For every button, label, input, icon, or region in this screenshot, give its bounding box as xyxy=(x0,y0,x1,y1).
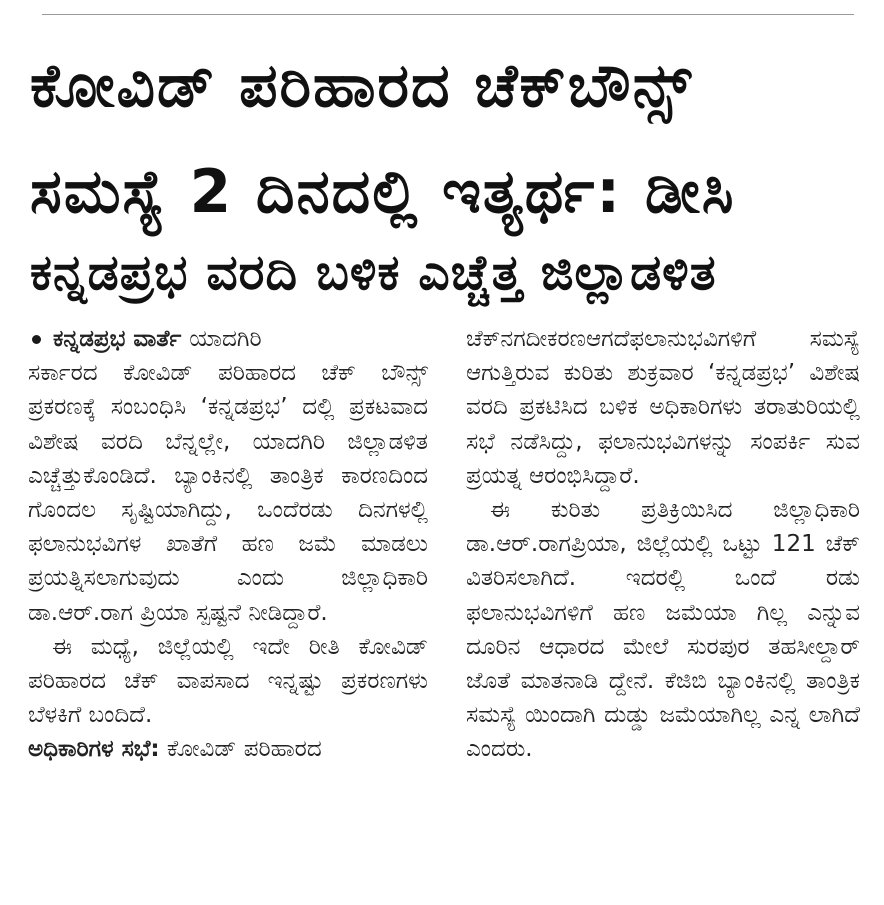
byline-source: ಕನ್ನಡಪ್ರಭ ವಾರ್ತೆ xyxy=(53,326,182,352)
headline-line-2: ಸಮಸ್ಯೆ 2 ದಿನದಲ್ಲಿ ಇತ್ಯರ್ಥ: ಡೀಸಿ xyxy=(30,157,736,227)
left-paragraph-3 xyxy=(28,732,428,766)
bullet-icon xyxy=(32,335,41,344)
byline xyxy=(28,322,428,356)
left-paragraph-1: ಸರ್ಕಾರದ ಕೋವಿಡ್ ಪರಿಹಾರದ ಚೆಕ್ ಬೌನ್ಸ್ ಪ್ರಕರಣಕ್ಕೆ ಸಂಬಂಧಿಸಿ ‘ಕನ್ನಡಪ್ರಭ’ ದಲ್ಲಿ ಪ್ರಕಟವಾದ ವಿಶೇಷ ವರದಿ ಬೆನ್ನಲ್ಲೇ, ಯಾದಗಿರಿ ಜಿಲ್ಲಾಡಳಿತ ಎಚ್ಚೆತ್ತುಕೊಂಡಿದೆ. ಬ್ಯಾಂಕಿನಲ್ಲಿ ತಾಂತ್ರಿಕ ಕಾರಣದಿಂದ ಗೊಂದಲ ಸೃಷ್ಟಿಯಾಗಿದ್ದು, ಒಂದೆರಡು ದಿನಗಳಲ್ಲಿ ಫಲಾನುಭವಿಗಳ ಖಾತೆಗೆ ಹಣ ಜಮೆ ಮಾಡಲು ಪ್ರಯತ್ನಿಸಲಾಗುವುದು ಎಂದು ಜಿಲ್ಲಾಧಿಕಾರಿ ಡಾ.ಆರ್.ರಾಗ ಪ್ರಿಯಾ ಸ್ಪಷ್ಟನೆ ನೀಡಿದ್ದಾರೆ. xyxy=(28,360,428,626)
right-paragraph-2: ಈ ಕುರಿತು ಪ್ರತಿಕ್ರಿಯಿಸಿದ ಜಿಲ್ಲಾಧಿಕಾರಿ ಡಾ.ಆರ್.ರಾಗಪ್ರಿಯಾ, ಜಿಲ್ಲೆಯಲ್ಲಿ ಒಟ್ಟು 121 ಚೆಕ್ ವಿತರಿಸಲಾಗಿದೆ. ಇದರಲ್ಲಿ ಒಂದೆ ರಡು ಫಲಾನುಭವಿಗಳಿಗೆ ಹಣ ಜಮೆಯಾ ಗಿಲ್ಲ ಎನ್ನುವ ದೂರಿನ ಆಧಾರದ ಮೇಲೆ ಸುರಪುರ ತಹಸೀಲ್ದಾರ್ ಜೊತೆ ಮಾತನಾಡಿ ದ್ದೇನೆ. ಕೆಜಿಬಿ ಬ್ಯಾಂಕಿನಲ್ಲಿ ತಾಂತ್ರಿಕ ಸಮಸ್ಯೆ ಯಿಂದಾಗಿ ದುಡ್ಡು ಜಮೆಯಾಗಿಲ್ಲ ಎನ್ನ ಲಾಗಿದೆ ಎಂದರು. xyxy=(466,497,860,763)
subhead-officials-meeting: ಅಧಿಕಾರಿಗಳ ಸಭೆ: xyxy=(28,736,160,763)
left-paragraph-2: ಈ ಮಧ್ಯೆ, ಜಿಲ್ಲೆಯಲ್ಲಿ ಇದೇ ರೀತಿ ಕೋವಿಡ್ ಪರಿಹಾರದ ಚೆಕ್ ವಾಪಸಾದ ಇನ್ನಷ್ಟು ಪ್ರಕರಣಗಳು ಬೆಳಕಿಗೆ ಬಂದಿದೆ. xyxy=(28,633,428,729)
article-left-column xyxy=(28,322,428,767)
headline-line-3: ಕನ್ನಡಪ್ರಭ ವರದಿ ಬಳಿಕ ಎಚ್ಚೆತ್ತ ಜಿಲ್ಲಾಡಳಿತ xyxy=(30,244,717,301)
right-paragraph-1: ಚೆಕ್‌ನಗದೀಕರಣಆಗದೆಫಲಾನುಭವಿಗಳಿಗೆ ಸಮಸ್ಯೆ ಆಗುತ್ತಿರುವ ಕುರಿತು ಶುಕ್ರವಾರ ‘ಕನ್ನಡಪ್ರಭ’ ವಿಶೇಷ ವರದಿ ಪ್ರಕಟಿಸಿದ ಬಳಿಕ ಅಧಿಕಾರಿಗಳು ತರಾತುರಿಯಲ್ಲಿ ಸಭೆ ನಡೆಸಿದ್ದು, ಫಲಾನುಭವಿಗಳನ್ನು ಸಂಪರ್ಕಿ ಸುವ ಪ್ರಯತ್ನ ಆರಂಭಿಸಿದ್ದಾರೆ. xyxy=(466,326,860,489)
byline-place: ಯಾದಗಿರಿ xyxy=(189,326,262,352)
top-rule xyxy=(42,14,854,15)
headline-line-1: ಕೋವಿಡ್ ಪರಿಹಾರದ ಚೆಕ್‌ಬೌನ್ಸ್ xyxy=(30,51,693,121)
left-paragraph-3-text: ಕೋವಿಡ್ ಪರಿಹಾರದ xyxy=(166,736,322,763)
article-right-column xyxy=(466,322,860,767)
